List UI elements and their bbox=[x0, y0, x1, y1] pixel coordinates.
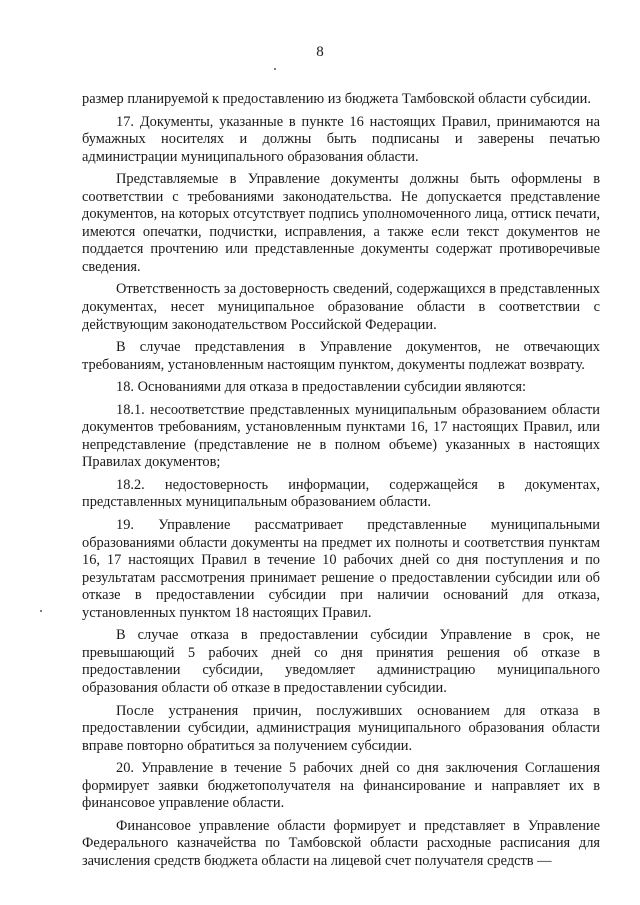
page-number: 8 bbox=[316, 44, 324, 60]
document-body bbox=[82, 91, 600, 875]
paragraph: После устранения причин, послуживших основанием для отказа в предоставлении субсидии, администрация муниципального образования области вправе повторно обратиться за получением субсидии. bbox=[82, 702, 600, 754]
paragraph: 18.1. несоответствие представленных муниципальным образованием области документов требованиям, установленным пунктами 16, 17 настоящих Правил, или непредставление (представление не в полном объеме) указанных в настоящих Правилах документов; bbox=[82, 401, 600, 471]
scan-speck bbox=[274, 68, 276, 70]
paragraph: Представляемые в Управление документы должны быть оформлены в соответствии с требованиями законодательства. Не допускается представление документов, на которых отсутствует подпись уполномоченного лица, оттиск печати, имеются опечатки, подчистки, исправления, а также если текст документов не поддается прочтению или представленные документы содержат противоречивые сведения. bbox=[82, 171, 600, 275]
paragraph: 18.2. недостоверность информации, содержащейся в документах, представленных муниципальным образованием области. bbox=[82, 476, 600, 511]
paragraph: 20. Управление в течение 5 рабочих дней со дня заключения Соглашения формирует заявки бюджетополучателя на финансирование и направляет их в финансовое управление области. bbox=[82, 760, 600, 812]
paragraph: Финансовое управление области формирует и представляет в Управление Федерального казначейства по Тамбовской области расходные расписания для зачисления средств бюджета области на лицевой счет получателя средств — bbox=[82, 817, 600, 869]
paragraph: В случае отказа в предоставлении субсидии Управление в срок, не превышающий 5 рабочих дней со дня принятия решения об отказе в предоставлении субсидии, уведомляет администрацию муниципального образования области об отказе в предоставлении субсидии. bbox=[82, 627, 600, 696]
paragraph: 17. Документы, указанные в пункте 16 настоящих Правил, принимаются на бумажных носителях и должны быть подписаны и заверены печатью администрации муниципального образования области. bbox=[82, 113, 600, 165]
paragraph: размер планируемой к предоставлению из бюджета Тамбовской области субсидии. bbox=[82, 91, 591, 107]
paragraph: 19. Управление рассматривает представленные муниципальными образованиями области документы на предмет их полноты и соответствия пунктам 16, 17 настоящих Правил в течение 10 рабочих дней со дня поступления и по результатам рассмотрения принимает решение о предоставлении субсидии или об отказе в предоставлении субсидии при наличии оснований для отказа, установленных пунктом 18 настоящих Правил. bbox=[82, 517, 600, 621]
paragraph: 18. Основаниями для отказа в предоставлении субсидии являются: bbox=[116, 379, 526, 396]
paragraph: В случае представления в Управление документов, не отвечающих требованиям, установленным настоящим пунктом, документы подлежат возврату. bbox=[82, 339, 600, 373]
scan-speck bbox=[40, 610, 42, 612]
paragraph: Ответственность за достоверность сведений, содержащихся в представленных документах, несет муниципальное образование области в соответствии с действующим законодательством Российской Федерации. bbox=[82, 281, 600, 333]
